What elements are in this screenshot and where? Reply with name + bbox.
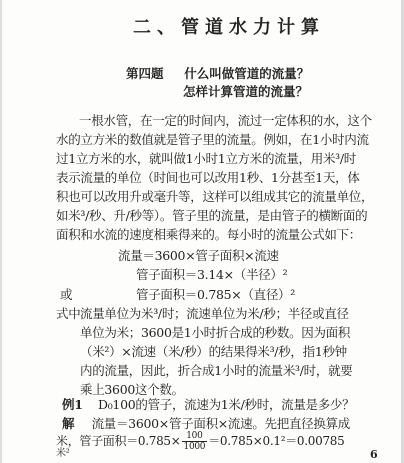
page-edge-left [0,0,2,463]
where-line-4: 内的流量，因此，折合成1小时的流量米³/时，就要 [80,363,353,378]
page-number: 6 [370,448,378,461]
section-heading-line-1 [126,68,309,81]
solution-label: 解 [62,416,75,431]
area-calculation [56,431,344,452]
calc-suffix: ＝0.785×0.1²＝0.00785 [208,434,345,448]
example-line [62,399,354,412]
chapter-title: 二、管道水力计算 [133,17,325,38]
formula-flow: 流量＝3600×管子面积×流速 [118,248,279,263]
formula-or-label: 或 [60,287,73,302]
paragraph-line-2: 水的立方米的数值就是管子里的流量。例如，在1小时内流 [56,132,369,147]
paragraph-line-4: 表示流量的单位（时间也可以改用1秒、1分甚至1天，体 [56,170,360,185]
where-line-1: 流量单位为米³/时；流速单位为米/秒；半径或直径 [80,306,349,321]
solution-text: 流量＝3600×管子面积×流速。先把直径换算成 [91,416,350,431]
unit-line: 米² [56,448,70,459]
paragraph-line-7: 面积和水流的速度相乘得来的。每小时的流量公式如下： [56,227,362,242]
paragraph-line-1: 一根水管，在一定的时间内，流过一定体积的水，这个 [79,113,372,128]
section-question-2: 怎样计算管道的流量？ [183,84,309,99]
formula-area-diameter: 管子面积＝0.785×（直径）² [136,287,295,302]
example-question: D₀100的管子，流速为1米/秒时，流量是多少？ [97,397,355,412]
formula-area-radius: 管子面积＝3.14×（半径）² [136,267,288,282]
calc-numerator: 100 [182,431,208,442]
where-line-2: 单位为米；3600是1小时折合成的秒数。因为面积 [80,325,351,340]
where-line-3: （米²）×流速（米/秒）的结果得米³/秒，指1秒钟 [80,344,347,359]
where-line-5: 乘上3600这个数。 [80,382,184,397]
paragraph-line-6: 如米³/秒、升/秒等）。管子里的流量，是由管子的横断面的 [56,208,368,223]
paragraph-line-3: 过1立方米的水，就叫做1小时1立方米的流量，用米³/时 [56,151,356,166]
paragraph-line-5: 积也可以改用升或毫升等，这样可以组成其它的流量单位， [56,189,374,204]
calc-fraction [182,431,208,452]
example-label: 例1 [62,397,83,412]
solution-line [62,418,350,431]
calc-denominator: 1000 [183,442,206,452]
section-number: 第四题 [126,66,164,81]
calc-prefix: 米，管子面积＝0.785× [56,434,181,448]
where-label: 式中 [56,306,81,321]
section-question-1: 什么叫做管道的流量？ [184,66,310,81]
